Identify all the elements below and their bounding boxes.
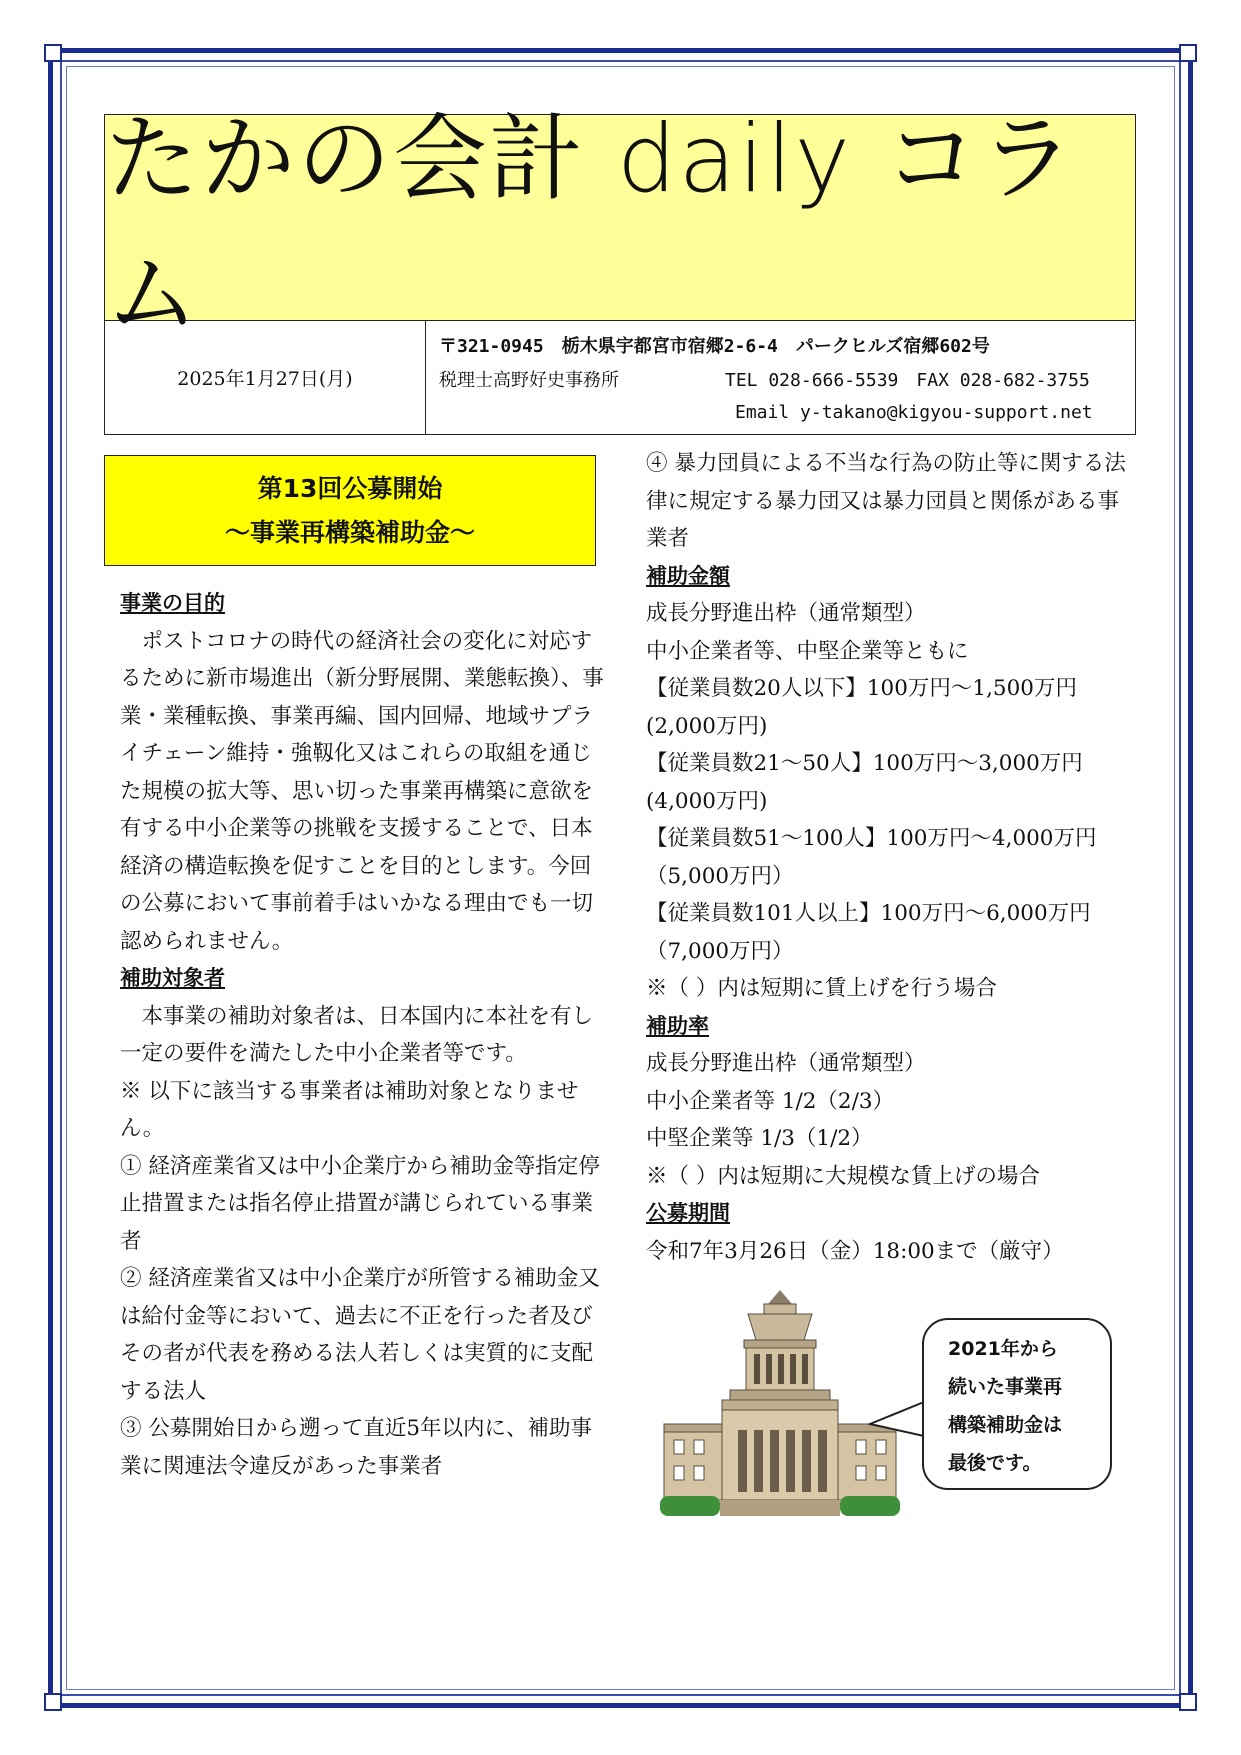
border-corner bbox=[1179, 44, 1197, 62]
rate-sme: 中小企業者等 1/2（2/3） bbox=[646, 1088, 895, 1114]
speech-bubble bbox=[922, 1318, 1112, 1490]
bubble-line: 構築補助金は bbox=[948, 1414, 1063, 1436]
office-address: 〒321-0945 栃木県宇都宮市宿郷2-6-4 パークヒルズ宿郷602号 bbox=[439, 336, 990, 357]
amount-heading: 補助金額 bbox=[646, 563, 730, 588]
diet-building-illustration bbox=[660, 1290, 900, 1520]
bubble-line: 2021年から bbox=[948, 1338, 1058, 1360]
border-corner bbox=[1179, 1693, 1197, 1711]
announcement-subtitle: ～事業再構築補助金～ bbox=[224, 517, 475, 547]
purpose-text: ポストコロナの時代の経済社会の変化に対応するために新市場進出（新分野展開、業態転換）、事業・業種転換、事業再編、国内回帰、地域サプライチェーン維持・強靱化又はこれらの取組を通じた規模の拡大等、思い切った事業再構築に意欲を有する中小企業等の挑戦を支援することで、日本経済の構造転換を促すことを目的とします。今回の公募において事前着手はいかなる理由でも一切認められません。 bbox=[120, 628, 604, 954]
period-text: 令和7年3月26日（金）18:00まで（厳守） bbox=[646, 1238, 1064, 1264]
amount-type: 成長分野進出枠（通常類型） bbox=[646, 601, 926, 626]
amount-note: ※（ ）内は短期に賃上げを行う場合 bbox=[646, 976, 997, 1001]
amount-row: 【従業員数21～50人】100万円～3,000万円(4,000万円) bbox=[646, 751, 1083, 814]
announcement-title: 第13回公募開始 bbox=[257, 473, 443, 503]
office-name: 税理士高野好史事務所 bbox=[439, 370, 619, 391]
amount-row: 【従業員数51～100人】100万円～4,000万円（5,000万円） bbox=[646, 826, 1097, 889]
purpose-heading: 事業の目的 bbox=[120, 591, 225, 615]
exclusion-item-1: ① 経済産業省又は中小企業庁から補助金等指定停止措置または指名停止措置が講じられている事業者 bbox=[120, 1153, 600, 1254]
newsletter-title: たかの会計 daily コラム bbox=[105, 104, 1076, 349]
target-heading: 補助対象者 bbox=[120, 966, 225, 990]
newsletter-header bbox=[104, 104, 1136, 435]
left-column bbox=[120, 585, 610, 1485]
bubble-line: 最後です。 bbox=[948, 1452, 1042, 1474]
issue-date: 2025年1月27日(月) bbox=[105, 320, 426, 434]
rate-type: 成長分野進出枠（通常類型） bbox=[646, 1051, 926, 1076]
exclusion-item-3: ③ 公募開始日から遡って直近5年以内に、補助事業に関連法令違反があった事業者 bbox=[120, 1416, 593, 1479]
contact-info bbox=[425, 320, 1135, 434]
amount-row: 【従業員数20人以下】100万円～1,500万円(2,000万円) bbox=[646, 676, 1077, 739]
target-text: 本事業の補助対象者は、日本国内に本社を有し一定の要件を満たした中小企業者等です。 bbox=[120, 1003, 594, 1066]
rate-note: ※（ ）内は短期に大規模な賃上げの場合 bbox=[646, 1163, 1040, 1189]
exclusion-item-2: ② 経済産業省又は中小企業庁が所管する補助金又は給付金等において、過去に不正を行った者及びその者が代表を務める法人若しくは実質的に支配する法人 bbox=[120, 1266, 600, 1404]
border-corner bbox=[44, 1693, 62, 1711]
rate-midsize: 中堅企業等 1/3（1/2） bbox=[646, 1126, 873, 1151]
speech-bubble-tail bbox=[868, 1400, 928, 1440]
amount-row: 【従業員数101人以上】100万円～6,000万円（7,000万円） bbox=[646, 901, 1091, 964]
tel-fax: TEL 028-666-5539 FAX 028-682-3755 bbox=[725, 370, 1090, 391]
amount-targets: 中小企業者等、中堅企業等ともに bbox=[646, 638, 969, 664]
rate-heading: 補助率 bbox=[646, 1013, 709, 1038]
bubble-line: 続いた事業再 bbox=[948, 1376, 1063, 1398]
announcement-box bbox=[104, 455, 596, 566]
exclusion-item-4: ④ 暴力団員による不当な行為の防止等に関する法律に規定する暴力団又は暴力団員と関係がある事業者 bbox=[646, 451, 1126, 551]
exclusion-note: ※ 以下に該当する事業者は補助対象となりません。 bbox=[120, 1078, 579, 1141]
period-heading: 公募期間 bbox=[646, 1201, 730, 1225]
email-address: Email y-takano@kigyou-support.net bbox=[735, 402, 1093, 423]
border-corner bbox=[44, 44, 62, 62]
right-column bbox=[646, 445, 1136, 1270]
